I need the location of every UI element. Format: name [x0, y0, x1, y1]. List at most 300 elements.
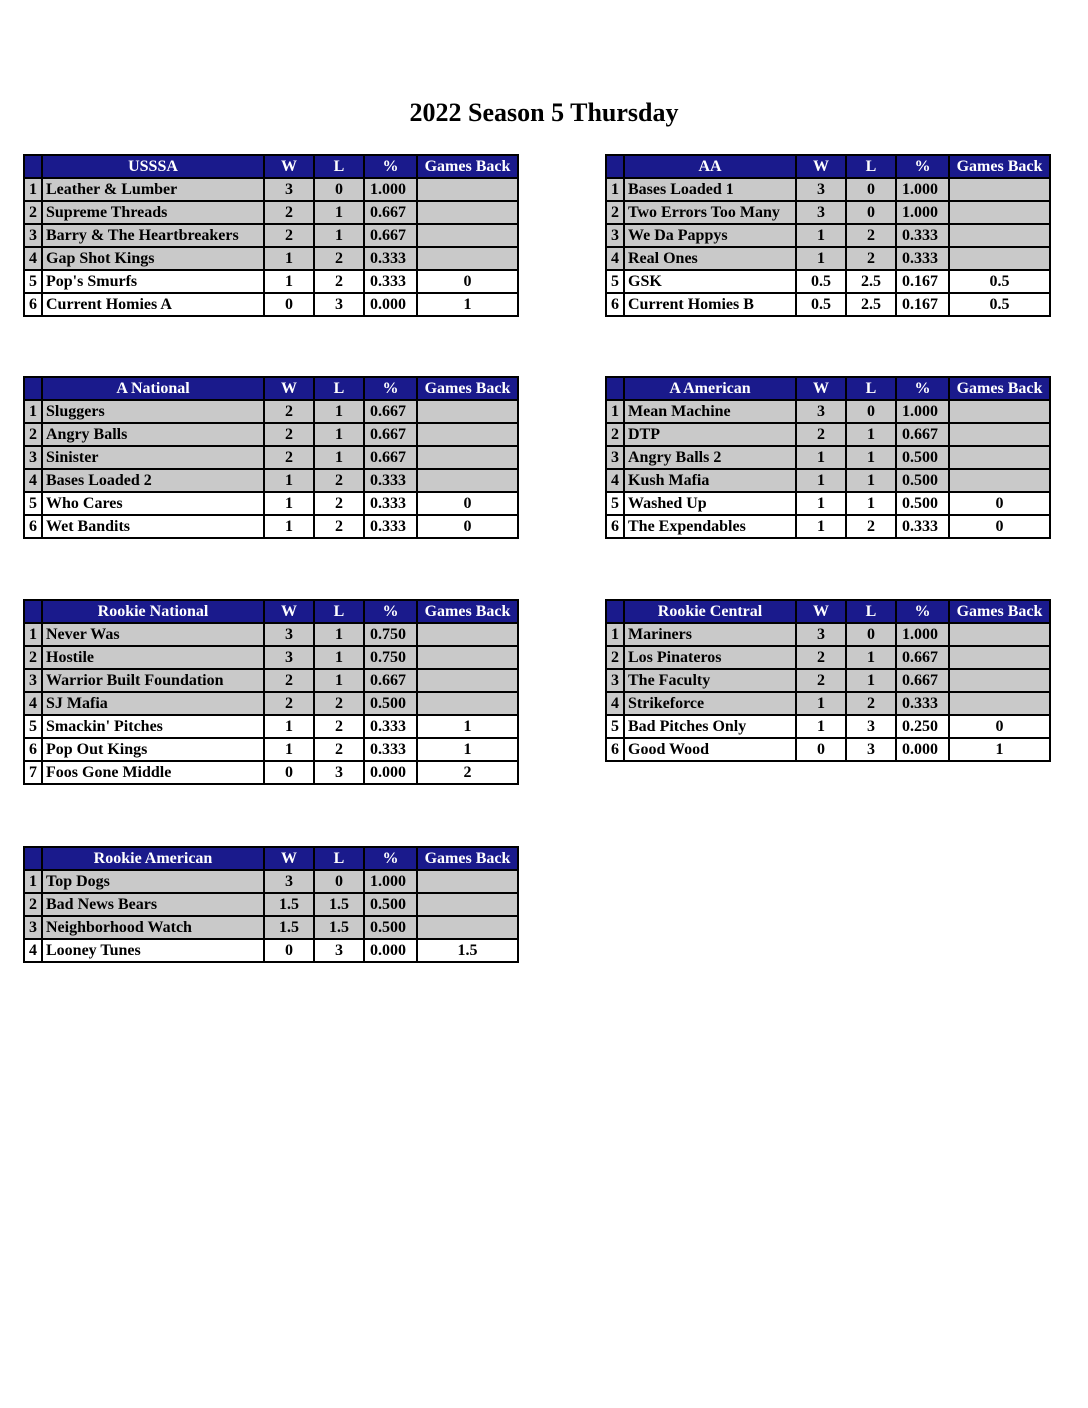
- table-row: [24, 916, 518, 939]
- table-row: [24, 515, 518, 538]
- pct-cell: 1.000: [364, 870, 417, 893]
- wins-cell: 2: [264, 400, 314, 423]
- wins-cell: 2: [264, 692, 314, 715]
- table-row: [606, 423, 1050, 446]
- rank-cell: 6: [24, 738, 42, 761]
- pct-cell: 0.667: [364, 224, 417, 247]
- losses-cell: 3: [314, 761, 364, 784]
- games-back-cell: 1: [417, 293, 518, 316]
- games-back-cell: 0: [417, 270, 518, 293]
- games-back-cell: [417, 623, 518, 646]
- losses-cell: 1: [314, 669, 364, 692]
- division-name: Rookie National: [42, 600, 264, 623]
- team-name-cell: GSK: [624, 270, 796, 293]
- team-name-cell: Sluggers: [42, 400, 264, 423]
- losses-header: L: [314, 847, 364, 870]
- pct-header: %: [364, 155, 417, 178]
- games-back-cell: [949, 623, 1050, 646]
- wins-cell: 1: [264, 247, 314, 270]
- losses-cell: 1: [314, 201, 364, 224]
- losses-cell: 2: [314, 738, 364, 761]
- team-name-cell: Who Cares: [42, 492, 264, 515]
- rank-cell: 5: [606, 715, 624, 738]
- games-back-cell: [949, 669, 1050, 692]
- pct-header: %: [896, 155, 949, 178]
- pct-cell: 1.000: [896, 178, 949, 201]
- table-row: [606, 623, 1050, 646]
- team-name-cell: Two Errors Too Many: [624, 201, 796, 224]
- table-row: [606, 247, 1050, 270]
- losses-cell: 0: [846, 400, 896, 423]
- pct-cell: 0.333: [364, 469, 417, 492]
- losses-cell: 2: [846, 247, 896, 270]
- losses-cell: 1: [314, 646, 364, 669]
- rank-cell: 3: [606, 446, 624, 469]
- rank-cell: 2: [24, 646, 42, 669]
- losses-cell: 2: [314, 469, 364, 492]
- games-back-header: Games Back: [949, 377, 1050, 400]
- pct-cell: 0.000: [364, 761, 417, 784]
- team-name-cell: Real Ones: [624, 247, 796, 270]
- games-back-cell: [417, 423, 518, 446]
- rank-cell: 4: [606, 469, 624, 492]
- table-row: [606, 201, 1050, 224]
- pct-cell: 0.000: [364, 939, 417, 962]
- losses-header: L: [846, 377, 896, 400]
- table-row: [24, 178, 518, 201]
- losses-cell: 3: [846, 715, 896, 738]
- header-row: [24, 377, 518, 400]
- team-name-cell: Sinister: [42, 446, 264, 469]
- wins-header: W: [796, 155, 846, 178]
- team-name-cell: Bases Loaded 2: [42, 469, 264, 492]
- table-row: [24, 893, 518, 916]
- team-name-cell: We Da Pappys: [624, 224, 796, 247]
- rank-cell: 4: [606, 692, 624, 715]
- table-row: [24, 492, 518, 515]
- wins-cell: 1: [264, 715, 314, 738]
- pct-cell: 0.333: [896, 247, 949, 270]
- team-name-cell: Washed Up: [624, 492, 796, 515]
- games-back-cell: [949, 646, 1050, 669]
- team-name-cell: Pop Out Kings: [42, 738, 264, 761]
- header-row: [24, 155, 518, 178]
- team-name-cell: Never Was: [42, 623, 264, 646]
- table-row: [606, 646, 1050, 669]
- wins-header: W: [264, 155, 314, 178]
- rank-cell: 3: [24, 916, 42, 939]
- rank-header: [24, 155, 42, 178]
- pct-header: %: [896, 600, 949, 623]
- wins-cell: 3: [796, 623, 846, 646]
- wins-cell: 0.5: [796, 293, 846, 316]
- losses-cell: 2: [314, 515, 364, 538]
- table-row: [606, 692, 1050, 715]
- pct-cell: 0.333: [364, 715, 417, 738]
- pct-cell: 0.667: [364, 400, 417, 423]
- losses-header: L: [314, 600, 364, 623]
- pct-cell: 1.000: [364, 178, 417, 201]
- wins-cell: 3: [264, 178, 314, 201]
- losses-cell: 2: [314, 715, 364, 738]
- wins-cell: 1.5: [264, 893, 314, 916]
- team-name-cell: Bad Pitches Only: [624, 715, 796, 738]
- team-name-cell: Los Pinateros: [624, 646, 796, 669]
- team-name-cell: The Expendables: [624, 515, 796, 538]
- rank-cell: 2: [606, 646, 624, 669]
- standings-table-usssa: [23, 154, 519, 317]
- losses-cell: 2.5: [846, 270, 896, 293]
- rank-header: [24, 600, 42, 623]
- games-back-cell: [417, 669, 518, 692]
- losses-header: L: [314, 377, 364, 400]
- losses-cell: 2.5: [846, 293, 896, 316]
- team-name-cell: DTP: [624, 423, 796, 446]
- table-row: [24, 761, 518, 784]
- games-back-cell: 0.5: [949, 270, 1050, 293]
- wins-cell: 3: [796, 178, 846, 201]
- games-back-cell: 0: [949, 715, 1050, 738]
- pct-cell: 0.333: [364, 270, 417, 293]
- wins-cell: 1: [264, 515, 314, 538]
- games-back-cell: [417, 692, 518, 715]
- wins-cell: 1: [264, 469, 314, 492]
- team-name-cell: Smackin' Pitches: [42, 715, 264, 738]
- team-name-cell: The Faculty: [624, 669, 796, 692]
- games-back-header: Games Back: [417, 155, 518, 178]
- games-back-cell: [949, 423, 1050, 446]
- rank-cell: 4: [24, 247, 42, 270]
- pct-cell: 0.333: [364, 738, 417, 761]
- wins-header: W: [796, 377, 846, 400]
- rank-cell: 3: [606, 669, 624, 692]
- pct-cell: 0.667: [364, 446, 417, 469]
- losses-cell: 1: [846, 646, 896, 669]
- pct-cell: 0.167: [896, 270, 949, 293]
- games-back-header: Games Back: [417, 377, 518, 400]
- wins-cell: 2: [796, 423, 846, 446]
- rank-cell: 6: [24, 293, 42, 316]
- wins-cell: 1: [796, 446, 846, 469]
- games-back-cell: 1: [417, 738, 518, 761]
- team-name-cell: Bases Loaded 1: [624, 178, 796, 201]
- games-back-cell: [949, 469, 1050, 492]
- losses-cell: 3: [314, 293, 364, 316]
- wins-cell: 1: [796, 247, 846, 270]
- wins-cell: 1: [796, 715, 846, 738]
- losses-cell: 2: [314, 270, 364, 293]
- games-back-cell: [417, 646, 518, 669]
- losses-cell: 2: [846, 515, 896, 538]
- games-back-cell: [417, 893, 518, 916]
- rank-cell: 1: [24, 178, 42, 201]
- losses-cell: 0: [846, 623, 896, 646]
- rank-header: [606, 377, 624, 400]
- games-back-cell: [949, 247, 1050, 270]
- rank-cell: 3: [24, 224, 42, 247]
- games-back-cell: 0: [417, 492, 518, 515]
- games-back-cell: 0: [949, 515, 1050, 538]
- header-row: [606, 155, 1050, 178]
- pct-cell: 0.500: [364, 692, 417, 715]
- games-back-cell: [949, 446, 1050, 469]
- table-row: [606, 715, 1050, 738]
- rank-cell: 3: [24, 446, 42, 469]
- pct-cell: 1.000: [896, 400, 949, 423]
- losses-cell: 1: [314, 224, 364, 247]
- wins-cell: 0: [264, 939, 314, 962]
- wins-cell: 2: [264, 224, 314, 247]
- rank-cell: 4: [606, 247, 624, 270]
- games-back-cell: 0: [949, 492, 1050, 515]
- wins-cell: 1: [796, 692, 846, 715]
- rank-cell: 2: [24, 423, 42, 446]
- losses-cell: 0: [314, 178, 364, 201]
- pct-cell: 0.500: [896, 446, 949, 469]
- division-name: A American: [624, 377, 796, 400]
- team-name-cell: Good Wood: [624, 738, 796, 761]
- standings-table-a-american: [605, 376, 1051, 539]
- wins-cell: 1: [264, 738, 314, 761]
- rank-cell: 4: [24, 469, 42, 492]
- losses-cell: 0: [846, 178, 896, 201]
- games-back-cell: [417, 870, 518, 893]
- games-back-cell: [417, 400, 518, 423]
- games-back-cell: [949, 178, 1050, 201]
- losses-cell: 1: [314, 623, 364, 646]
- wins-header: W: [264, 847, 314, 870]
- pct-cell: 0.333: [896, 692, 949, 715]
- table-row: [606, 446, 1050, 469]
- losses-cell: 2: [314, 492, 364, 515]
- pct-header: %: [896, 377, 949, 400]
- rank-cell: 2: [24, 201, 42, 224]
- pct-cell: 0.500: [364, 893, 417, 916]
- rank-cell: 1: [24, 870, 42, 893]
- rank-cell: 5: [24, 492, 42, 515]
- pct-cell: 0.500: [364, 916, 417, 939]
- wins-header: W: [264, 377, 314, 400]
- standings-table-aa: [605, 154, 1051, 317]
- rank-cell: 6: [606, 515, 624, 538]
- losses-cell: 2: [314, 247, 364, 270]
- rank-header: [606, 600, 624, 623]
- games-back-cell: [949, 400, 1050, 423]
- losses-cell: 1: [314, 446, 364, 469]
- team-name-cell: Current Homies B: [624, 293, 796, 316]
- table-row: [24, 939, 518, 962]
- pct-cell: 0.333: [364, 515, 417, 538]
- games-back-cell: 0: [417, 515, 518, 538]
- pct-header: %: [364, 847, 417, 870]
- header-row: [606, 600, 1050, 623]
- table-row: [24, 738, 518, 761]
- games-back-cell: [949, 692, 1050, 715]
- rank-cell: 5: [24, 270, 42, 293]
- header-row: [606, 377, 1050, 400]
- standings-table-rookie-central: [605, 599, 1051, 762]
- wins-cell: 2: [264, 446, 314, 469]
- games-back-cell: [949, 224, 1050, 247]
- table-row: [24, 692, 518, 715]
- losses-header: L: [314, 155, 364, 178]
- team-name-cell: Wet Bandits: [42, 515, 264, 538]
- games-back-cell: [949, 201, 1050, 224]
- wins-cell: 2: [796, 646, 846, 669]
- pct-cell: 0.333: [896, 224, 949, 247]
- table-row: [24, 247, 518, 270]
- pct-cell: 0.750: [364, 646, 417, 669]
- rank-cell: 7: [24, 761, 42, 784]
- team-name-cell: Bad News Bears: [42, 893, 264, 916]
- pct-cell: 0.000: [896, 738, 949, 761]
- losses-cell: 3: [846, 738, 896, 761]
- wins-cell: 2: [264, 201, 314, 224]
- table-row: [24, 870, 518, 893]
- pct-cell: 0.500: [896, 469, 949, 492]
- rank-header: [24, 377, 42, 400]
- pct-cell: 0.667: [364, 669, 417, 692]
- team-name-cell: Current Homies A: [42, 293, 264, 316]
- rank-cell: 1: [606, 400, 624, 423]
- pct-cell: 0.667: [364, 201, 417, 224]
- losses-cell: 1: [314, 423, 364, 446]
- table-row: [606, 270, 1050, 293]
- table-row: [606, 224, 1050, 247]
- games-back-header: Games Back: [417, 847, 518, 870]
- games-back-cell: 1.5: [417, 939, 518, 962]
- rank-cell: 1: [606, 178, 624, 201]
- rank-cell: 1: [24, 400, 42, 423]
- team-name-cell: Looney Tunes: [42, 939, 264, 962]
- losses-cell: 1.5: [314, 916, 364, 939]
- wins-cell: 3: [796, 201, 846, 224]
- division-name: A National: [42, 377, 264, 400]
- losses-cell: 1: [846, 492, 896, 515]
- losses-cell: 1: [846, 669, 896, 692]
- rank-cell: 4: [24, 692, 42, 715]
- wins-cell: 3: [796, 400, 846, 423]
- losses-cell: 1.5: [314, 893, 364, 916]
- pct-cell: 0.333: [364, 247, 417, 270]
- pct-cell: 1.000: [896, 623, 949, 646]
- table-row: [24, 423, 518, 446]
- losses-cell: 1: [846, 423, 896, 446]
- wins-header: W: [796, 600, 846, 623]
- wins-cell: 2: [264, 669, 314, 692]
- games-back-cell: 0.5: [949, 293, 1050, 316]
- games-back-cell: [417, 247, 518, 270]
- losses-cell: 2: [846, 224, 896, 247]
- pct-cell: 0.500: [896, 492, 949, 515]
- losses-cell: 1: [846, 446, 896, 469]
- table-row: [606, 669, 1050, 692]
- pct-cell: 0.750: [364, 623, 417, 646]
- rank-header: [606, 155, 624, 178]
- standings-table-rookie-national: [23, 599, 519, 785]
- rank-cell: 3: [24, 669, 42, 692]
- rank-cell: 6: [606, 293, 624, 316]
- header-row: [24, 847, 518, 870]
- header-row: [24, 600, 518, 623]
- team-name-cell: SJ Mafia: [42, 692, 264, 715]
- pct-cell: 0.667: [896, 669, 949, 692]
- team-name-cell: Angry Balls: [42, 423, 264, 446]
- wins-cell: 0: [264, 761, 314, 784]
- rank-cell: 3: [606, 224, 624, 247]
- rank-header: [24, 847, 42, 870]
- table-row: [606, 400, 1050, 423]
- division-name: Rookie American: [42, 847, 264, 870]
- team-name-cell: Foos Gone Middle: [42, 761, 264, 784]
- losses-header: L: [846, 600, 896, 623]
- wins-cell: 2: [264, 423, 314, 446]
- games-back-header: Games Back: [949, 155, 1050, 178]
- games-back-header: Games Back: [949, 600, 1050, 623]
- team-name-cell: Barry & The Heartbreakers: [42, 224, 264, 247]
- wins-cell: 2: [796, 669, 846, 692]
- wins-cell: 3: [264, 646, 314, 669]
- rank-cell: 5: [606, 270, 624, 293]
- games-back-cell: 1: [417, 715, 518, 738]
- pct-header: %: [364, 600, 417, 623]
- games-back-cell: [417, 224, 518, 247]
- losses-header: L: [846, 155, 896, 178]
- rank-cell: 2: [606, 201, 624, 224]
- table-row: [606, 515, 1050, 538]
- pct-cell: 0.167: [896, 293, 949, 316]
- wins-cell: 1: [796, 515, 846, 538]
- pct-cell: 0.667: [896, 423, 949, 446]
- rank-cell: 1: [24, 623, 42, 646]
- games-back-cell: [417, 178, 518, 201]
- team-name-cell: Supreme Threads: [42, 201, 264, 224]
- losses-cell: 0: [846, 201, 896, 224]
- rank-cell: 6: [24, 515, 42, 538]
- rank-cell: 5: [606, 492, 624, 515]
- wins-cell: 1.5: [264, 916, 314, 939]
- wins-cell: 0: [264, 293, 314, 316]
- rank-cell: 6: [606, 738, 624, 761]
- table-row: [24, 469, 518, 492]
- rank-cell: 2: [24, 893, 42, 916]
- wins-cell: 0: [796, 738, 846, 761]
- wins-cell: 0.5: [796, 270, 846, 293]
- table-row: [606, 492, 1050, 515]
- pct-cell: 0.667: [364, 423, 417, 446]
- rank-cell: 5: [24, 715, 42, 738]
- games-back-header: Games Back: [417, 600, 518, 623]
- division-name: Rookie Central: [624, 600, 796, 623]
- table-row: [24, 201, 518, 224]
- losses-cell: 2: [846, 692, 896, 715]
- team-name-cell: Hostile: [42, 646, 264, 669]
- team-name-cell: Neighborhood Watch: [42, 916, 264, 939]
- pct-cell: 0.250: [896, 715, 949, 738]
- games-back-cell: [417, 446, 518, 469]
- team-name-cell: Mean Machine: [624, 400, 796, 423]
- page-title: 2022 Season 5 Thursday: [409, 98, 679, 127]
- losses-cell: 2: [314, 692, 364, 715]
- games-back-cell: [417, 916, 518, 939]
- team-name-cell: Pop's Smurfs: [42, 270, 264, 293]
- pct-cell: 0.333: [896, 515, 949, 538]
- division-name: USSSA: [42, 155, 264, 178]
- table-row: [24, 646, 518, 669]
- pct-cell: 0.000: [364, 293, 417, 316]
- table-row: [24, 270, 518, 293]
- standings-table-a-national: [23, 376, 519, 539]
